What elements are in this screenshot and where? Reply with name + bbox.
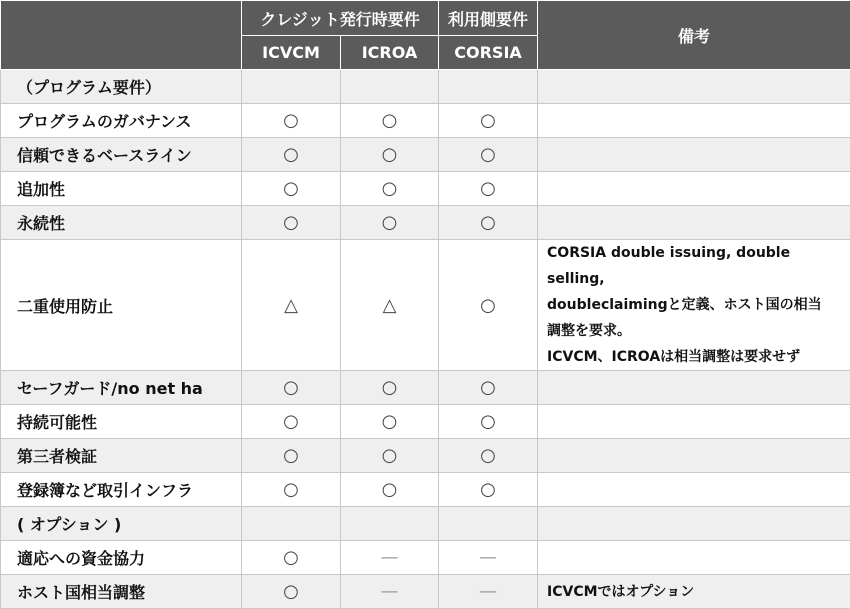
- corsia-cell: ○: [439, 104, 538, 138]
- row-label: ( オプション ): [1, 507, 242, 541]
- corsia-cell: [439, 70, 538, 104]
- table-row: [1, 172, 850, 206]
- icvcm-cell: ○: [242, 473, 341, 507]
- icroa-cell: ○: [341, 405, 439, 439]
- remarks-cell: [538, 439, 850, 473]
- remarks-cell: [538, 473, 850, 507]
- corsia-cell: —: [439, 575, 538, 609]
- table-row: [1, 206, 850, 240]
- remarks-cell: [538, 172, 850, 206]
- row-label: ホスト国相当調整: [1, 575, 242, 609]
- icvcm-cell: ○: [242, 439, 341, 473]
- icroa-cell: —: [341, 575, 439, 609]
- icvcm-cell: [242, 507, 341, 541]
- corsia-header: CORSIA: [439, 36, 538, 70]
- remarks-cell: [538, 240, 850, 371]
- corsia-cell: ○: [439, 371, 538, 405]
- corsia-cell: ○: [439, 439, 538, 473]
- icroa-header: ICROA: [341, 36, 439, 70]
- remarks-cell: [538, 206, 850, 240]
- remarks-line: ICVCMではオプション: [547, 579, 846, 605]
- corsia-cell: ○: [439, 240, 538, 371]
- table-row: [1, 473, 850, 507]
- row-label: 持続可能性: [1, 405, 242, 439]
- table-row: [1, 541, 850, 575]
- remarks-cell: [538, 575, 850, 609]
- remarks-cell: [538, 371, 850, 405]
- icvcm-header: ICVCM: [242, 36, 341, 70]
- remarks-cell: [538, 405, 850, 439]
- table-row: [1, 70, 850, 104]
- icvcm-cell: ○: [242, 104, 341, 138]
- table-row: [1, 138, 850, 172]
- remarks-cell: [538, 541, 850, 575]
- icvcm-cell: ○: [242, 172, 341, 206]
- table-row: [1, 507, 850, 541]
- row-label: 第三者検証: [1, 439, 242, 473]
- remarks-cell: [538, 507, 850, 541]
- remarks-line: doubleclaimingと定義、ホスト国の相当: [547, 292, 846, 318]
- table-row: [1, 104, 850, 138]
- corsia-cell: [439, 507, 538, 541]
- remarks-cell: [538, 70, 850, 104]
- item-column-header: [1, 1, 242, 70]
- icvcm-cell: ○: [242, 371, 341, 405]
- issuance-requirements-header: クレジット発行時要件: [242, 1, 439, 36]
- row-label: セーフガード/no net ha: [1, 371, 242, 405]
- row-label: プログラムのガバナンス: [1, 104, 242, 138]
- icroa-cell: ○: [341, 172, 439, 206]
- corsia-cell: ○: [439, 172, 538, 206]
- icvcm-cell: [242, 70, 341, 104]
- table-row: [1, 439, 850, 473]
- remarks-line: 調整を要求。: [547, 318, 846, 344]
- icroa-cell: ○: [341, 104, 439, 138]
- remarks-line: ICVCM、ICROAは相当調整は要求せず: [547, 344, 846, 370]
- icroa-cell: △: [341, 240, 439, 371]
- corsia-cell: ○: [439, 138, 538, 172]
- icroa-cell: ○: [341, 206, 439, 240]
- icvcm-cell: △: [242, 240, 341, 371]
- table-row: [1, 240, 850, 371]
- row-label: 登録簿など取引インフラ: [1, 473, 242, 507]
- corsia-cell: ○: [439, 206, 538, 240]
- corsia-cell: ○: [439, 473, 538, 507]
- corsia-cell: —: [439, 541, 538, 575]
- row-label: 信頼できるベースライン: [1, 138, 242, 172]
- remarks-cell: [538, 104, 850, 138]
- corsia-cell: ○: [439, 405, 538, 439]
- icroa-cell: —: [341, 541, 439, 575]
- icvcm-cell: ○: [242, 206, 341, 240]
- usage-requirements-header: 利用側要件: [439, 1, 538, 36]
- icroa-cell: [341, 70, 439, 104]
- icvcm-cell: ○: [242, 405, 341, 439]
- table-row: [1, 575, 850, 609]
- icroa-cell: ○: [341, 439, 439, 473]
- remarks-cell: [538, 138, 850, 172]
- row-label: （プログラム要件）: [1, 70, 242, 104]
- icroa-cell: ○: [341, 138, 439, 172]
- row-label: 二重使用防止: [1, 240, 242, 371]
- row-label: 永続性: [1, 206, 242, 240]
- icroa-cell: ○: [341, 371, 439, 405]
- icvcm-cell: ○: [242, 541, 341, 575]
- row-label: 追加性: [1, 172, 242, 206]
- icvcm-cell: ○: [242, 138, 341, 172]
- icroa-cell: [341, 507, 439, 541]
- icroa-cell: ○: [341, 473, 439, 507]
- remarks-line: CORSIA double issuing, double selling,: [547, 240, 846, 292]
- row-label: 適応への資金協力: [1, 541, 242, 575]
- table-row: [1, 405, 850, 439]
- table-row: [1, 371, 850, 405]
- remarks-header: 備考: [538, 1, 850, 70]
- icvcm-cell: ○: [242, 575, 341, 609]
